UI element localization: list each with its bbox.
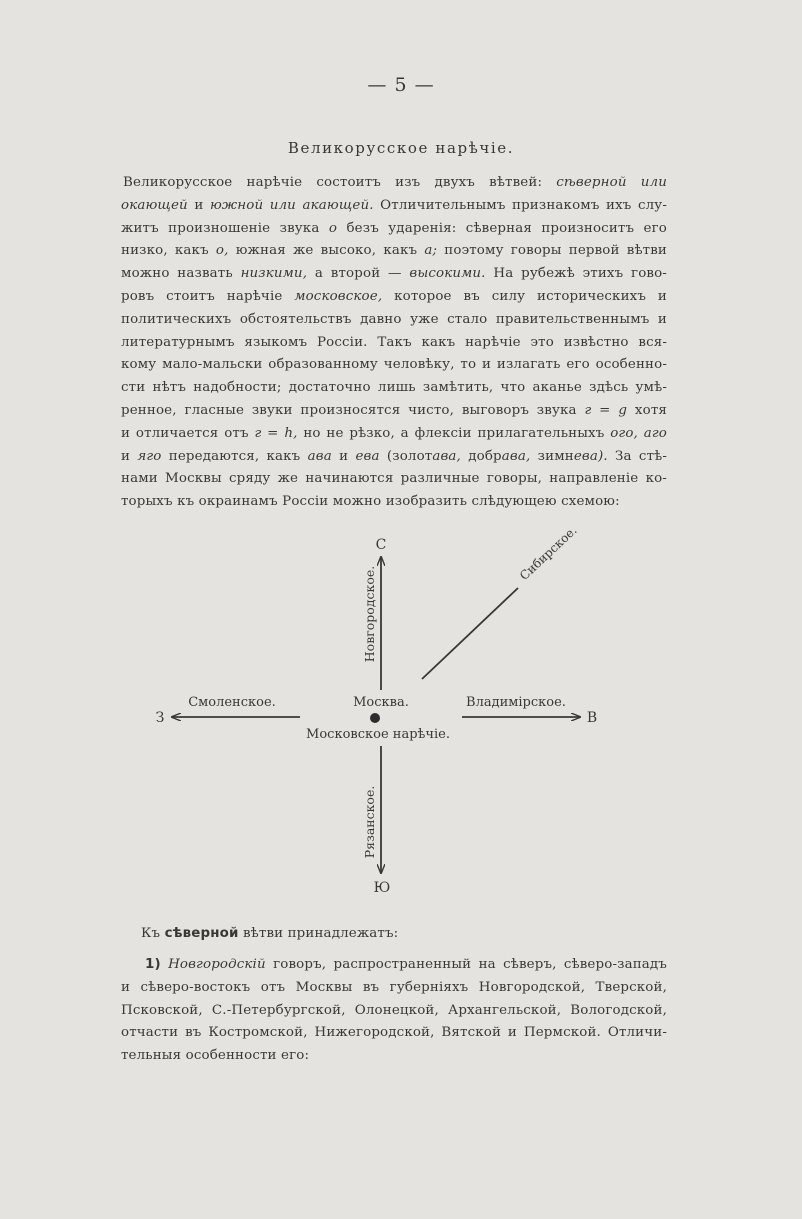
text-line: политическихъ обстоятельствъ давно уже стало правительственнымъ и <box>121 311 667 327</box>
text-line: торыхъ къ окраинамъ Россіи можно изобразить слѣдующею схемою: <box>121 494 620 510</box>
text-line: кому мало-мальски образованному человѣку, то и излагать его особенно- <box>121 357 667 373</box>
text-line: ровъ стоитъ нарѣчіе московское, которое въ силу историческихъ и <box>121 288 667 304</box>
text-line: нами Москвы сряду же начинаются различные говоры, направленіе ко- <box>121 471 667 487</box>
text-line: и сѣверо-востокъ отъ Москвы въ губерніяхъ Новгородской, Тверской, <box>121 979 667 995</box>
text-line: и яго передаются, какъ ава и ева (золотава, добрава, зимнева). За стѣ- <box>121 448 668 464</box>
text-line: литературнымъ языкомъ Россіи. Такъ какъ нарѣчіе это извѣстно вся- <box>121 334 667 350</box>
text-line: отчасти въ Костромской, Нижегородской, Вятской и Пермской. Отличи- <box>121 1025 667 1041</box>
text-line: Псковской, С.-Петербургской, Олонецкой, Архангельской, Вологодской, <box>121 1002 667 1018</box>
section-heading: Великорусское нарѣчіе. <box>287 139 515 157</box>
east-label: Владимірское. <box>466 695 566 710</box>
text-line: сти нѣтъ надобности; достаточно лишь замѣтить, что аканье здѣсь умѣ- <box>121 380 667 396</box>
text-line: и отличается отъ г = h, но не рѣзко, а флексіи прилагательныхъ ого, аго <box>121 425 668 441</box>
text-line: можно назвать низкими, а второй — высокими. На рубежѣ этихъ гово- <box>121 266 667 282</box>
south-label: Рязанское. <box>362 785 377 859</box>
text-line: 1) Новгородскій говоръ, распространенный на сѣверъ, сѣверо-западъ <box>145 957 667 972</box>
north-letter: С <box>375 537 387 553</box>
center-label: Москва. <box>353 695 409 710</box>
west-label: Смоленское. <box>188 695 276 710</box>
center-caption: Московское нарѣчіе. <box>306 727 450 742</box>
north-label: Новгородское. <box>362 565 377 663</box>
northeast-label: Сибирское. <box>517 523 580 583</box>
text-line: тельныя особенности его: <box>121 1048 310 1064</box>
text-line: Къ сѣверной вѣтви принадлежатъ: <box>141 926 399 941</box>
west-letter: З <box>155 710 165 726</box>
text-line: низко, какъ о, южная же высоко, какъ а; поэтому говоры первой вѣтви <box>121 243 667 259</box>
south-letter: Ю <box>373 880 391 896</box>
text-line: житъ произношеніе звука о безъ ударенія: сѣверная произноситъ его <box>121 220 667 236</box>
northeast-line <box>422 588 518 679</box>
page-number: — 5 — <box>367 74 435 96</box>
text-line: Великорусское нарѣчіе состоитъ изъ двухъ вѣтвей: сѣверной или <box>123 175 667 190</box>
text-line: окающей и южной или акающей. Отличительнымъ признакомъ ихъ слу- <box>121 197 667 213</box>
moscow-dot <box>370 713 380 723</box>
text-line: ренное, гласные звуки произносятся чисто, выговоръ звука г = g хотя <box>121 402 667 418</box>
east-letter: В <box>586 710 598 726</box>
paragraph-novgorod <box>121 954 667 1068</box>
paragraph-northern-branch <box>121 923 667 946</box>
